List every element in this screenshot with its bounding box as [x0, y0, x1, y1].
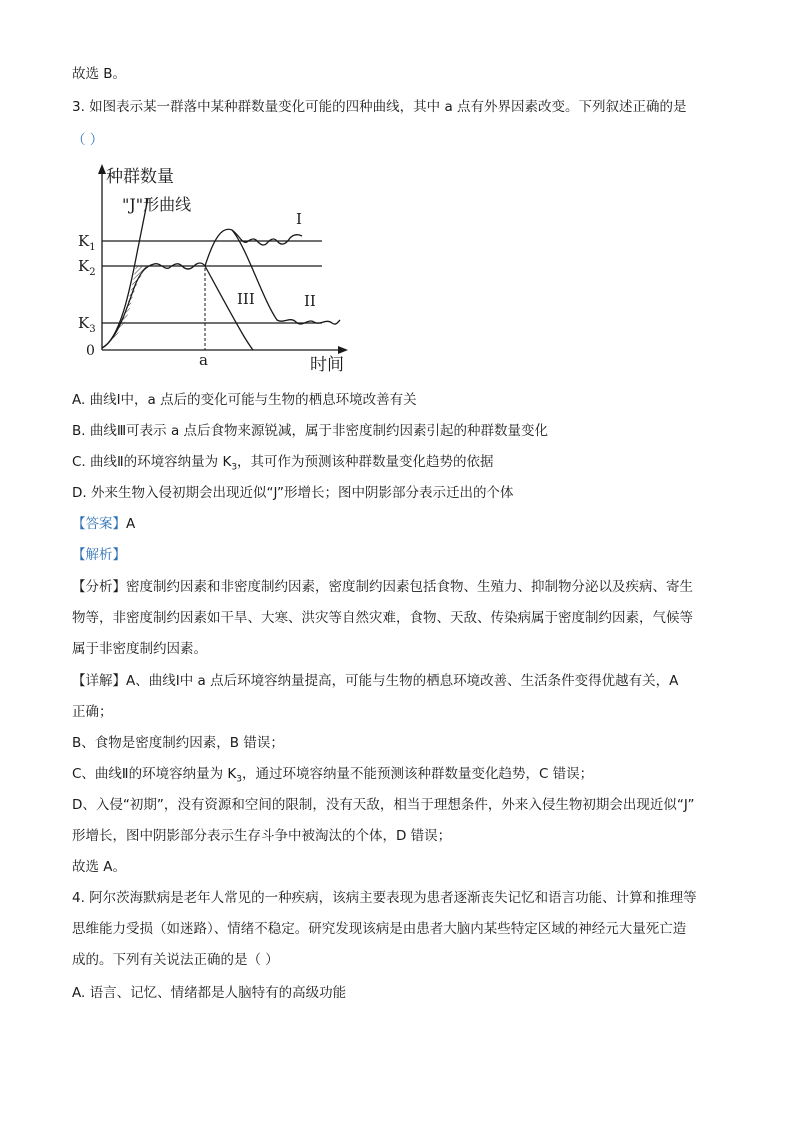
question-4-line-2: 思维能力受损（如迷路）、情绪不稳定。研究发现该病是由患者大脑内某些特定区域的神经元大量死亡造 — [72, 921, 687, 937]
shaded-area — [102, 266, 150, 348]
k3-label: $K_3$ — [78, 314, 96, 335]
xiangjie-line-4: C、曲线Ⅱ的环境容纳量为 $K_3$，通过环境容纳量不能预测该种群数量变化趋势，C 错误； — [72, 766, 594, 785]
option-D: D. 外来生物入侵初期会出现近似“J”形增长；图中阴影部分表示迁出的个体 — [72, 485, 514, 501]
x-axis-label: 时间 — [310, 355, 344, 375]
population-curve-figure — [72, 158, 362, 380]
question-3-stem: 3. 如图表示某一群落中某种群数量变化可能的四种曲线，其中 a 点有外界因素改变。下列叙述正确的是 — [72, 99, 687, 115]
fenxi-tag: 【分析】 — [72, 579, 126, 595]
answer-value: A — [126, 516, 136, 532]
curve-I — [205, 229, 302, 266]
s-curve-k2 — [102, 263, 205, 348]
xiangjie-line-7: 故选 A。 — [72, 859, 127, 875]
question-4-line-1: 4. 阿尔茨海默病是老年人常见的一种疾病，该病主要表现为患者逐渐丧失记忆和语言功能、计算和推理等 — [72, 890, 697, 906]
curve-III-label: III — [237, 290, 255, 308]
xiangjie-tag: 【详解】 — [72, 673, 126, 689]
curve-III — [205, 266, 253, 350]
answer-line — [72, 514, 135, 534]
y-axis-arrow — [98, 164, 106, 174]
j-curve-label: "J"形曲线 — [122, 195, 192, 214]
answer-tag: 【答案】 — [72, 516, 126, 532]
xiangjie-line-3: B、食物是密度制约因素，B 错误； — [72, 735, 284, 751]
y-axis-label: 种群数量 — [106, 167, 174, 187]
option-A: A. 曲线Ⅰ中，a 点后的变化可能与生物的栖息环境改善有关 — [72, 392, 417, 408]
analysis-tag: 【解析】 — [72, 547, 126, 563]
curve-I-label: I — [296, 210, 302, 228]
option-B: B. 曲线Ⅲ可表示 a 点后食物来源锐减，属于非密度制约因素引起的种群数量变化 — [72, 423, 549, 439]
origin-label: 0 — [86, 343, 95, 359]
option-C: C. 曲线Ⅱ的环境容纳量为 $K_3$，其可作为预测该种群数量变化趋势的依据 — [72, 454, 494, 473]
question-4-option-A: A. 语言、记忆、情绪都是人脑特有的高级功能 — [72, 985, 347, 1001]
question-3-bracket: （ ） — [72, 132, 104, 148]
prev-answer-line: 故选 B。 — [72, 66, 127, 82]
k1-label: $K_1$ — [78, 232, 96, 253]
k2-label: $K_2$ — [78, 257, 96, 278]
xiangjie-line-5: D、入侵“初期”，没有资源和空间的限制，没有天敌，相当于理想条件，外来入侵生物初期会出现近似“J” — [72, 797, 695, 813]
xiangjie-line-2: 正确； — [72, 704, 113, 720]
fenxi-line-2: 物等，非密度制约因素如干旱、大寒、洪灾等自然灾难，食物、天敌、传染病属于密度制约因素，气候等 — [72, 610, 693, 626]
question-4-line-3: 成的。下列有关说法正确的是（ ） — [72, 952, 279, 968]
curve-II — [232, 230, 340, 324]
xiangjie-line-6: 形增长，图中阴影部分表示生存斗争中被淘汰的个体，D 错误； — [72, 828, 452, 844]
fenxi-line-3: 属于非密度制约因素。 — [72, 641, 207, 657]
xiangjie-line-1: 【详解】A、曲线Ⅰ中 a 点后环境容纳量提高，可能与生物的栖息环境改善、生活条件变得优越有关，A — [72, 673, 679, 689]
x-axis-arrow — [338, 346, 348, 354]
curve-II-label: II — [304, 292, 316, 310]
point-a-label: a — [199, 351, 208, 369]
fenxi-line-1: 【分析】密度制约因素和非密度制约因素，密度制约因素包括食物、生殖力、抑制物分泌以及疾病、寄生 — [72, 579, 693, 595]
